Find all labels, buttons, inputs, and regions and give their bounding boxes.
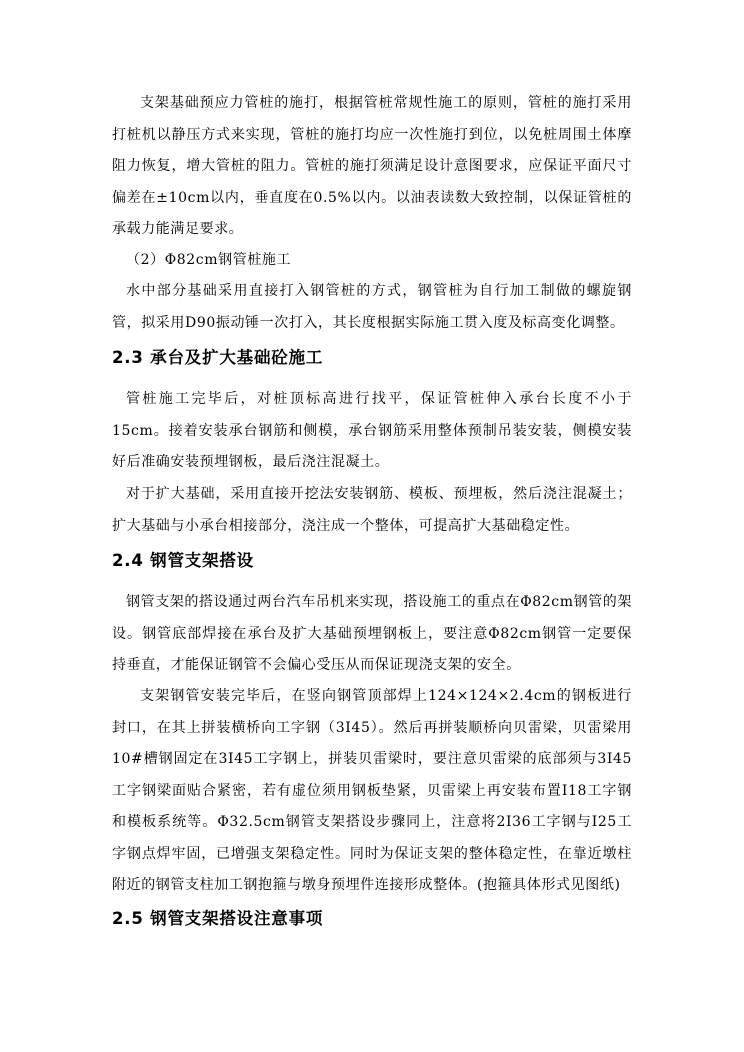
section-heading-2-3: 2.3 承台及扩大基础砼施工 [112,348,324,367]
subheading-steel-pipe-pile: （2）Φ82cm钢管桩施工 [126,252,292,268]
paragraph-expanded-foundation: 对于扩大基础，采用直接开挖法安装钢筋、模板、预埋板，然后浇注混凝土；扩大基础与小承台相接部分，浇注成一个整体，可提高扩大基础稳定性。 [112,486,632,534]
section-heading-2-5: 2.5 钢管支架搭设注意事项 [112,909,324,928]
paragraph-steel-support-erection: 钢管支架的搭设通过两台汽车吊机来实现，搭设施工的重点在Φ82cm钢管的架设。钢管底部焊接在承台及扩大基础预埋钢板上，要注意Φ82cm钢管一定要保持垂直，才能保证钢管不会偏心受压从而保证现浇支架的安全。 [112,594,633,673]
paragraph-support-assembly: 支架钢管安装完毕后，在竖向钢管顶部焊上124×124×2.4cm的钢板进行封口，在其上拼装横桥向工字钢（3I45）。然后再拼装顺桥向贝雷梁，贝雷梁用10#槽钢固定在3I45工字钢上，拼装贝雷梁时，要注意贝雷梁的底部须与3I45工字钢梁面贴合紧密，若有虚位须用钢板垫紧，贝雷梁上再安装布置I18工字钢和模板系统等。Φ32.5cm钢管支架搭设步骤同上，注意将2I36工字钢与I25工字钢点焊牢固，已增强支架稳定性。同时为保证支架的整体稳定性，在靠近墩柱附近的钢管支柱加工钢抱箍与墩身预埋件连接形成整体。(抱箍具体形式见图纸) [112,688,632,893]
paragraph-steel-pipe-pile: 水中部分基础采用直接打入钢管桩的方式，钢管桩为自行加工制做的螺旋钢管，拟采用D90振动锤一次打入，其长度根据实际施工贯入度及标高变化调整。 [112,283,632,331]
paragraph-cap-construction: 管桩施工完毕后，对桩顶标高进行找平，保证管桩伸入承台长度不小于15cm。接着安装承台钢筋和侧模，承台钢筋采用整体预制吊装安装，侧模安装好后准确安装预埋钢板，最后浇注混凝土。 [112,391,632,470]
section-heading-2-4: 2.4 钢管支架搭设 [112,551,254,570]
paragraph-pile-driving: 支架基础预应力管桩的施打，根据管桩常规性施工的原则，管桩的施打采用打桩机以静压方式来实现，管桩的施打均应一次性施打到位，以免桩周围土体摩阻力恢复，增大管桩的阻力。管桩的施打须满足设计意图要求，应保证平面尺寸偏差在±10cm以内，垂直度在0.5%以内。以油表读数大致控制，以保证管桩的承载力能满足要求。 [112,95,632,237]
